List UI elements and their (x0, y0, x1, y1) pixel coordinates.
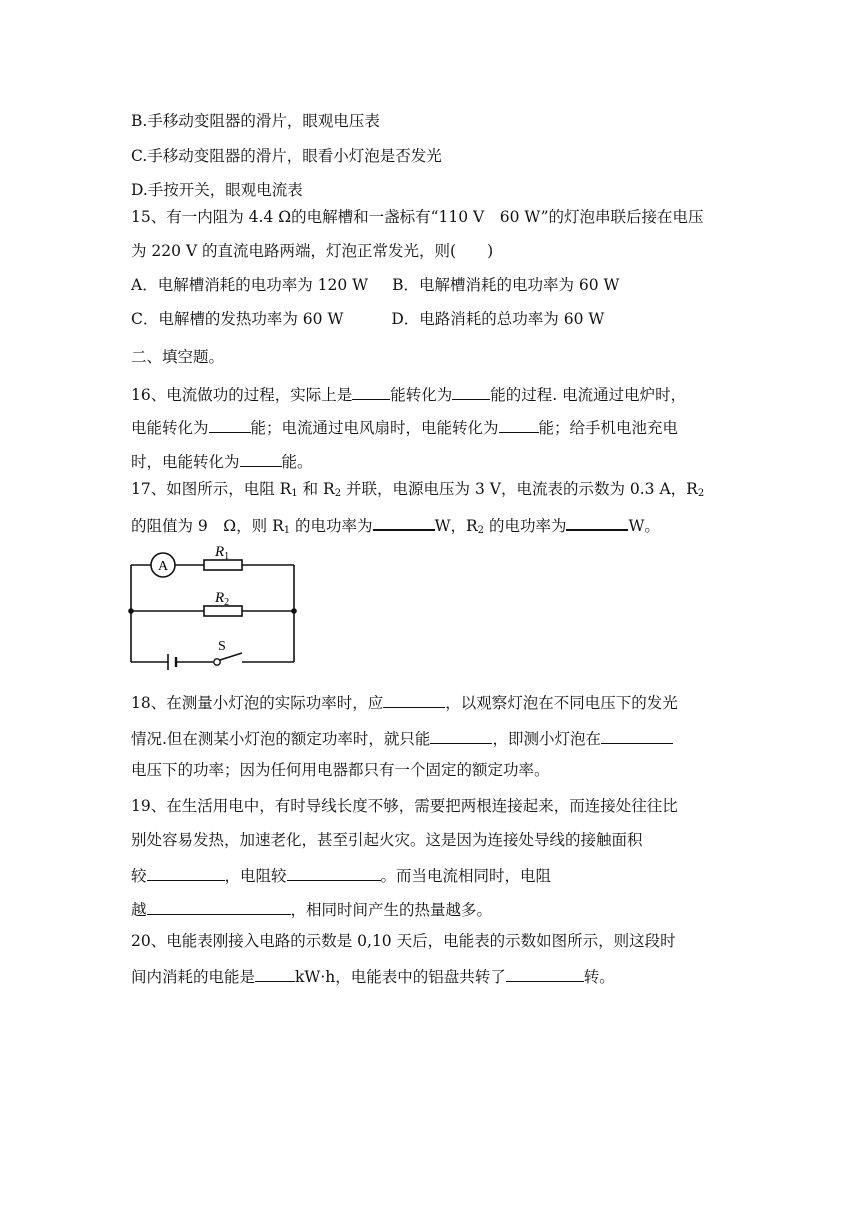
q18-text: ，以观察灯泡在不同电压下的发光 (445, 694, 678, 712)
q15-options-row2 (131, 309, 604, 329)
q19-text: 较 (131, 867, 147, 885)
q17-text: 的电功率为 (290, 517, 373, 535)
q17-text: W。 (628, 517, 660, 535)
q16-line2 (131, 416, 678, 438)
q19-line4 (131, 898, 492, 920)
q16-text: 时，电能转化为 (131, 453, 240, 471)
switch-lever (220, 653, 242, 660)
q15-stem-line2: 为 220 V 的直流电路两端，灯泡正常发光，则( ) (131, 242, 494, 260)
q15-stem-line1: 15、有一内阻为 4.4 Ω的电解槽和一盏标有“110 V 60 W”的灯泡串联后接在电压 (131, 208, 704, 226)
q19-line2: 别处容易发热，加速老化，甚至引起火灾。这是因为连接处导线的接触面积 (131, 831, 643, 849)
q17-sub: 2 (477, 525, 485, 536)
q17-text: 的阻值为 9 Ω，则 R (131, 517, 284, 535)
q20-line1: 20、电能表刚接入电路的示数是 0,10 天后，电能表的示数如图所示，则这段时 (131, 932, 676, 950)
ammeter-label: A (157, 559, 169, 574)
q18-text: 情况.但在测某小灯泡的额定功率时，就只能 (131, 730, 431, 748)
q16-text: 能；给手机电池充电 (538, 419, 679, 437)
q18-blank-3[interactable] (601, 727, 673, 744)
q19-text: ，电阻较 (224, 867, 287, 885)
q16-text: 16、电流做功的过程，实际上是 (131, 386, 353, 404)
q17-blank-1[interactable] (373, 513, 435, 531)
q16-text: 能。 (281, 453, 313, 471)
q17-blank-2[interactable] (566, 513, 628, 531)
q14-option-d: D.手按开关，眼观电流表 (131, 181, 303, 199)
q18-line1 (131, 691, 678, 713)
q17-sub: 1 (291, 488, 298, 499)
q16-blank-4[interactable] (499, 416, 539, 433)
switch-label: S (218, 639, 226, 654)
q16-text: 电能转化为 (131, 419, 209, 437)
junction-right (291, 608, 297, 614)
switch-contact (214, 659, 220, 665)
resistor-r2 (204, 606, 242, 616)
q14-option-b: B.手移动变阻器的滑片，眼观电压表 (131, 112, 380, 130)
junction-left (128, 608, 134, 614)
q19-text: 越 (131, 901, 147, 919)
q16-blank-2[interactable] (452, 383, 490, 400)
q17-sub: 2 (334, 488, 342, 499)
q15-option-c: C．电解槽的发热功率为 60 W (131, 310, 344, 328)
q19-text: ，相同时间产生的热量越多。 (290, 901, 493, 919)
q19-text: 。而当电流相同时，电阻 (380, 867, 552, 885)
q20-text: kW·h，电能表中的铝盘共转了 (295, 968, 506, 986)
q15-option-a: A．电解槽消耗的电功率为 120 W (131, 276, 369, 294)
q15-option-d: D．电路消耗的总功率为 60 W (391, 310, 605, 328)
q20-blank-2[interactable] (506, 965, 584, 982)
q17-sub: 1 (283, 525, 291, 536)
q17-line1 (131, 479, 704, 504)
q16-line3 (131, 450, 313, 472)
resistor-r1 (204, 560, 242, 570)
q16-blank-3[interactable] (209, 416, 251, 433)
section-heading-fill-in: 二、填空题。 (131, 348, 225, 366)
q15-options-row1 (131, 275, 619, 295)
q16-line1 (131, 383, 686, 405)
q17-text: W，R (434, 517, 478, 535)
q19-line3 (131, 864, 551, 886)
q17-text: 并联，电源电压为 3 V，电流表的示数为 0.3 A，R (341, 480, 698, 498)
q20-blank-1[interactable] (255, 965, 295, 982)
q20-line2 (131, 965, 615, 987)
q18-line2 (131, 727, 673, 749)
q17-text: 17、如图所示，电阻 R (131, 480, 292, 498)
q20-text: 转。 (583, 968, 615, 986)
q16-text: 能的过程. 电流通过电炉时， (490, 386, 687, 404)
q19-blank-3[interactable] (147, 898, 291, 915)
q17-text: 和 R (297, 480, 335, 498)
r1-label: $R_1$ (215, 544, 230, 562)
q19-line1: 19、在生活用电中，有时导线长度不够，需要把两根连接起来，而连接处往往比 (131, 797, 678, 815)
q18-text: 18、在测量小灯泡的实际功率时，应 (131, 694, 384, 712)
q16-text: 能转化为 (390, 386, 453, 404)
q17-sub: 2 (697, 488, 705, 499)
circuit-diagram (125, 540, 305, 670)
q18-text: ，即测小灯泡在 (492, 730, 601, 748)
q14-option-c: C.手移动变阻器的滑片，眼看小灯泡是否发光 (131, 147, 442, 165)
q17-line2 (131, 513, 660, 541)
q18-line3: 电压下的功率；因为任何用电器都只有一个固定的额定功率。 (131, 761, 550, 779)
q16-blank-5[interactable] (240, 450, 282, 467)
q15-option-b: B．电解槽消耗的电功率为 60 W (392, 276, 620, 294)
q18-blank-1[interactable] (383, 691, 445, 708)
q18-blank-2[interactable] (430, 727, 492, 744)
q20-text: 间内消耗的电能是 (131, 968, 256, 986)
r2-label: $R_2$ (215, 590, 230, 608)
q16-text: 能；电流通过电风扇时，电能转化为 (250, 419, 499, 437)
q19-blank-2[interactable] (287, 864, 381, 881)
q19-blank-1[interactable] (147, 864, 225, 881)
q16-blank-1[interactable] (352, 383, 390, 400)
q17-text: 的电功率为 (484, 517, 567, 535)
